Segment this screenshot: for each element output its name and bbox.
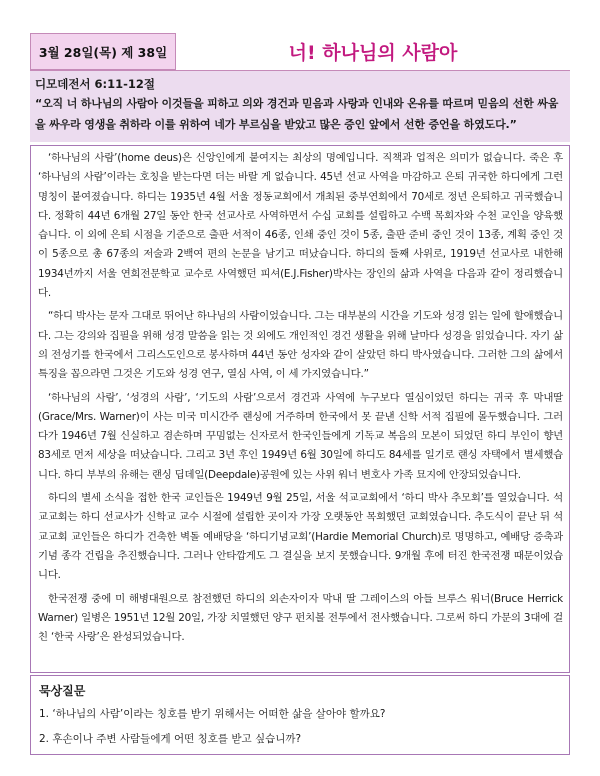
paragraph: ‘하나님의 사람’(home deus)은 신앙인에게 붙여지는 최상의 명예입니다. 직책과 업적은 의미가 없습니다. 죽은 후 ‘하나님의 사람’이라는 호칭을 받는다면 더는 바랄 게 없습니다. 45년 선교 사역을 마감하고 은퇴 귀국한 하디에게 그런 명칭이 붙여졌습니다. 하디는 1935년 4월 서울 정동교회에서 개최된 중부연회에서 70세로 정년 은퇴하고 귀국했습니다. 정확히 44년 6개월 27일 동안 한국 선교사로 사역하면서 수십 교회를 설립하고 수백 목회자와 수천 교인을 양육했습니다. 이 외에 은퇴 시점을 기준으로 출판 서적이 46종, 인쇄 중인 것이 5종, 출판 준비 중인 것이 13종, 계획 중인 것이 5종으로 총 67종의 저술과 2백여 편의 논문을 남기고 떠났습니다. 하디의 둘째 사위로, 1919년 선교사로 내한해 1934년까지 서울 연희전문학교 교수로 사역했던 피셔(E.J.Fisher)박사는 장인의 삶과 사역을 다음과 같이 정리했습니다. xyxy=(38,152,563,300)
meditation-title: 묵상질문 xyxy=(39,684,86,698)
meditation-question: 1. ‘하나님의 사람’이라는 칭호를 받기 위해서는 어떠한 삶을 살아야 할까요? xyxy=(39,708,386,720)
scripture-reference: 디모데전서 6:11-12절 xyxy=(35,77,156,91)
scripture-box xyxy=(30,70,570,142)
date-label: 3월 28일(목) 제 38일 xyxy=(30,33,176,70)
page-title: 너! 하나님의 사람아 xyxy=(288,42,458,64)
paragraph: “하디 박사는 문자 그대로 뛰어난 하나님의 사람이었습니다. 그는 대부분의 시간을 기도와 성경 읽는 일에 할애했습니다. 그는 강의와 집필을 위해 성경 말씀을 읽는 것 외에도 개인적인 경건 생활을 위해 날마다 성경을 읽었습니다. 자기 삶의 전성기를 한국에서 그리스도인으로 봉사하며 44년 동안 성자와 같이 살았던 하디 박사였습니다. 그러한 그의 삶에서 특징을 꼽으라면 그것은 기도와 성경 연구, 열심 사역, 이 세 가지였습니다.” xyxy=(38,310,563,381)
paragraph: ‘하나님의 사람’, ‘성경의 사람’, ‘기도의 사람’으로서 경건과 사역에 누구보다 열심이었던 하디는 귀국 후 막내딸(Grace/Mrs. Warner)이 사는 미국 미시간주 랜싱에 거주하며 한국에서 못 끝낸 신학 서적 집필에 몰두했습니다. 그러다가 1946년 7월 신실하고 겸손하며 꾸밈없는 신자로서 한국인들에게 기독교 복음의 모본이 되었던 하디 부인이 향년 83세로 먼저 세상을 떠났습니다. 그리고 3년 후인 1949년 6월 30일에 하디도 84세를 일기로 랜싱 자택에서 별세했습니다. 하디 부부의 유해는 랜싱 딥데일(Deepdale)공원에 있는 사위 워너 변호사 가족 묘지에 안장되었습니다. xyxy=(38,391,563,481)
article-body xyxy=(30,145,570,673)
meditation-question: 2. 후손이나 주변 사람들에게 어떤 칭호를 받고 싶습니까? xyxy=(39,733,302,745)
scripture-text: “오직 너 하나님의 사람아 이것들을 피하고 의와 경건과 믿음과 사랑과 인내와 온유를 따르며 믿음의 선한 싸움을 싸우라 영생을 취하라 이를 위하여 네가 부르심을 받았고 많은 증인 앞에서 선한 증언을 하였도다.” xyxy=(35,97,559,131)
meditation-box xyxy=(30,675,570,755)
paragraph: 한국전쟁 중에 미 해병대원으로 참전했던 하디의 외손자이자 막내 딸 그레이스의 아들 브루스 워너(Bruce Herrick Warner) 일병은 1951년 12월 20일, 가장 치열했던 양구 펀치볼 전투에서 전사했습니다. 그로써 하디 가문의 3대에 걸친 ‘한국 사랑’은 완성되었습니다. xyxy=(38,592,563,644)
paragraph: 하디의 별세 소식을 접한 한국 교인들은 1949년 9월 25일, 서울 석교교회에서 ‘하디 박사 추모회’를 열었습니다. 석교교회는 하디 선교사가 신학교 교수 시절에 설립한 곳이자 가장 오랫동안 목회했던 교회였습니다. 추도식이 끝난 뒤 석교교회 교인들은 하디가 건축한 벽돌 예배당을 ‘하디기념교회’(Hardie Memorial Church)로 명명하고, 예배당 증축과 기념 종각 건립을 추진했습니다. 그러나 안타깝게도 그 결실을 보지 못했습니다. 9개월 후에 터진 한국전쟁 때문이었습니다. xyxy=(38,492,563,582)
header xyxy=(30,33,570,70)
